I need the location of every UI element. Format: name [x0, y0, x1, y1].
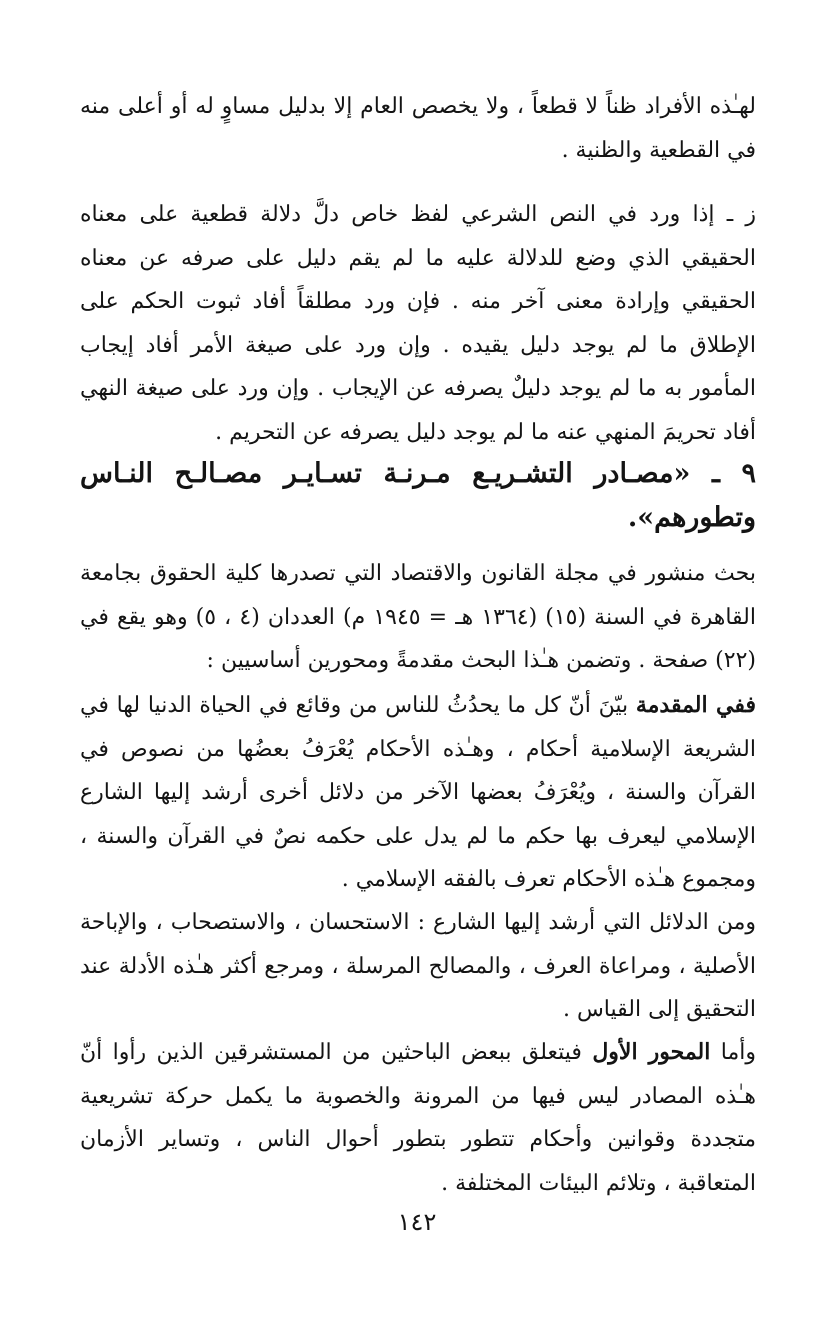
- paragraph-research-description: بحث منشور في مجلة القانون والاقتصاد التي تصدرها كلية الحقوق بجامعة القاهرة في السنة (١٥) (١٣٦٤ هـ = ١٩٤٥ م) العددان (٤ ، ٥) وهو يقع في (٢٢) صفحة . وتضمن هـٰذا البحث مقدمةً ومحورين أساسيين :: [80, 561, 756, 673]
- first-axis-body: فيتعلق ببعض الباحثين من المستشرقين الذين رأوا أنّ هـٰذه المصادر ليس فيها من المرونة والخصوبة ما يكمل حركة تشريعية متجددة وقوانين وأحكام تتطور بتطور أحوال الناس ، وتساير الأزمان المتعاقبة ، وتلائم البيئات المختلفة .: [80, 1040, 756, 1196]
- paragraph-introduction: [80, 684, 756, 902]
- first-axis-prefix: وأما: [710, 1040, 756, 1065]
- introduction-body: بيّنَ أنّ كل ما يحدُثُ للناس من وقائع في الحياة الدنيا لها في الشريعة الإسلامية أحكام ، وهـٰذه الأحكام يُعْرَفُ بعضُها من نصوص في القرآن والسنة ، ويُعْرَفُ بعضها الآخر من دلائل أخرى أرشد إليها الشارع الإسلامي ليعرف بها حكم ما لم يدل على حكمه نصٌ في القرآن والسنة ، ومجموع هـٰذه الأحكام تعرف بالفقه الإسلامي .: [80, 693, 756, 892]
- paragraph-first-axis: [80, 1031, 756, 1205]
- section-heading: ٩ ـ «مصـادر التشـريـع مـرنـة تسـايـر مصـالـح النـاس وتطورهم».: [80, 458, 756, 533]
- first-axis-lead: المحور الأول: [592, 1039, 711, 1065]
- paragraph-continuation: لهـٰذه الأفراد ظناً لا قطعاً ، ولا يخصص العام إلا بدليل مساوٍ له أو أعلى منه في القطعية والظنية .: [80, 94, 756, 163]
- paragraph-item-z: ز ـ إذا ورد في النص الشرعي لفظ خاص دلَّ دلالة قطعية على معناه الحقيقي الذي وضع للدلالة عليه ما لم يقم دليل على صرفه عن معناه الحقيقي وإرادة معنى آخر منه . فإن ورد مطلقاً أفاد ثبوت الحكم على الإطلاق ما لم يوجد دليل يقيده . وإن ورد على صيغة الأمر أفاد إيجاب المأمور به ما لم يوجد دليلٌ يصرفه عن الإيجاب . وإن ورد على صيغة النهي أفاد تحريمَ المنهي عنه ما لم يوجد دليل يصرفه عن التحريم .: [80, 202, 756, 445]
- page-number: ١٤٢: [397, 1208, 437, 1236]
- introduction-lead: ففي المقدمة: [635, 692, 756, 718]
- paragraph-evidences: ومن الدلائل التي أرشد إليها الشارع : الاستحسان ، والاستصحاب ، والإباحة الأصلية ، ومراعاة العرف ، والمصالح المرسلة ، ومرجع أكثر هـٰذه الأدلة عند التحقيق إلى القياس .: [80, 910, 756, 1022]
